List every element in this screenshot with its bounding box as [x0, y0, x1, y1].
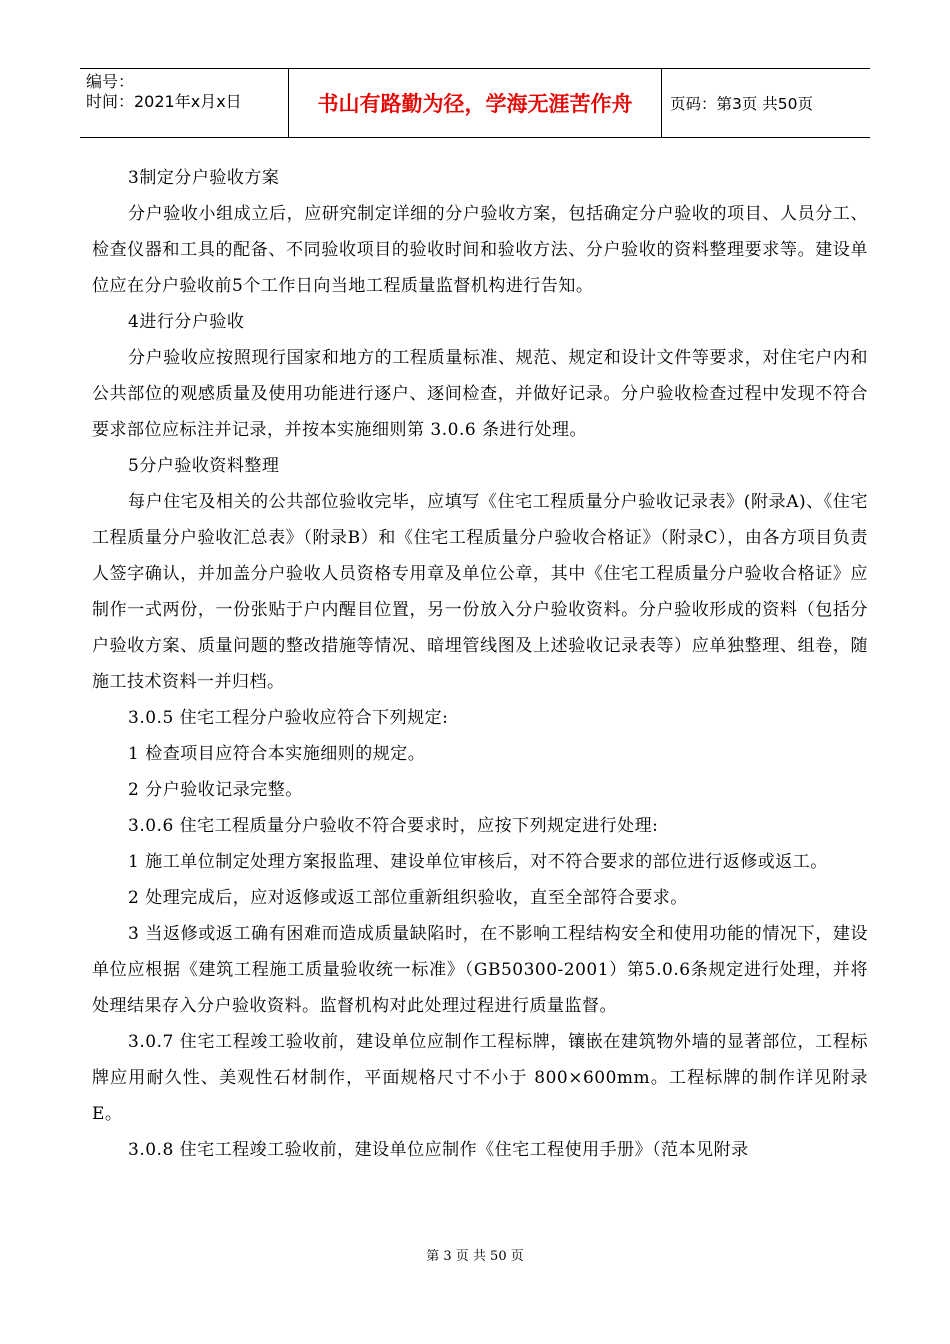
page-footer: 第 3 页 共 50 页: [426, 1249, 524, 1264]
clause-item: 1 施工单位制定处理方案报监理、建设单位审核后，对不符合要求的部位进行返修或返工。: [128, 852, 828, 872]
page-header: [80, 68, 870, 138]
clause-heading: 3.0.6 住宅工程质量分户验收不符合要求时，应按下列规定进行处理:: [128, 816, 659, 836]
header-meta: [80, 69, 289, 137]
body-paragraph: 分户验收小组成立后，应研究制定详细的分户验收方案，包括确定分户验收的项目、人员分工、检查仪器和工具的配备、不同验收项目的验收时间和验收方法、分户验收的资料整理要求等。建设单位应在分户验收前5个工作日向当地工程质量监督机构进行告知。: [92, 204, 868, 296]
clause-item: 2 分户验收记录完整。: [128, 780, 303, 800]
clause-paragraph: 3.0.8 住宅工程竣工验收前，建设单位应制作《住宅工程使用手册》（范本见附录: [128, 1140, 749, 1160]
section-heading: 3制定分户验收方案: [128, 168, 280, 188]
body-paragraph: 每户住宅及相关的公共部位验收完毕，应填写《住宅工程质量分户验收记录表》(附录A)、《住宅工程质量分户验收汇总表》（附录B）和《住宅工程质量分户验收合格证》（附录C），由各方项目负责人签字确认，并加盖分户验收人员资格专用章及单位公章，其中《住宅工程质量分户验收合格证》应制作一式两份，一份张贴于户内醒目位置，另一份放入分户验收资料。分户验收形成的资料（包括分户验收方案、质量问题的整改措施等情况、暗埋管线图及上述验收记录表等）应单独整理、组卷，随施工技术资料一并归档。: [92, 492, 868, 692]
header-motto: 书山有路勤为径，学海无涯苦作舟: [289, 69, 662, 137]
section-heading: 4进行分户验收: [128, 312, 245, 332]
clause-item: 3 当返修或返工确有困难而造成质量缺陷时，在不影响工程结构安全和使用功能的情况下，建设单位应根据《建筑工程施工质量验收统一标准》（GB50300-2001）第5.0.6条规定进行处理，并将处理结果存入分户验收资料。监督机构对此处理过程进行质量监督。: [92, 924, 868, 1016]
body-paragraph: 分户验收应按照现行国家和地方的工程质量标准、规范、规定和设计文件等要求，对住宅户内和公共部位的观感质量及使用功能进行逐户、逐间检查，并做好记录。分户验收检查过程中发现不符合要求部位应标注并记录，并按本实施细则第 3.0.6 条进行处理。: [92, 348, 868, 440]
clause-item: 1 检查项目应符合本实施细则的规定。: [128, 744, 426, 764]
header-page-number: 页码：第3页 共50页: [670, 95, 814, 113]
section-heading: 5分户验收资料整理: [128, 456, 280, 476]
document-number-label: 编号：: [86, 72, 135, 91]
document-date-label: 时间：2021年x月x日: [86, 92, 242, 111]
clause-heading: 3.0.5 住宅工程分户验收应符合下列规定:: [128, 708, 449, 728]
clause-item: 2 处理完成后，应对返修或返工部位重新组织验收，直至全部符合要求。: [128, 888, 688, 908]
document-body: [92, 160, 868, 1168]
clause-paragraph: 3.0.7 住宅工程竣工验收前，建设单位应制作工程标牌，镶嵌在建筑物外墙的显著部位，工程标牌应用耐久性、美观性石材制作，平面规格尺寸不小于 800×600mm。工程标牌的制作详见附录E。: [92, 1032, 868, 1124]
